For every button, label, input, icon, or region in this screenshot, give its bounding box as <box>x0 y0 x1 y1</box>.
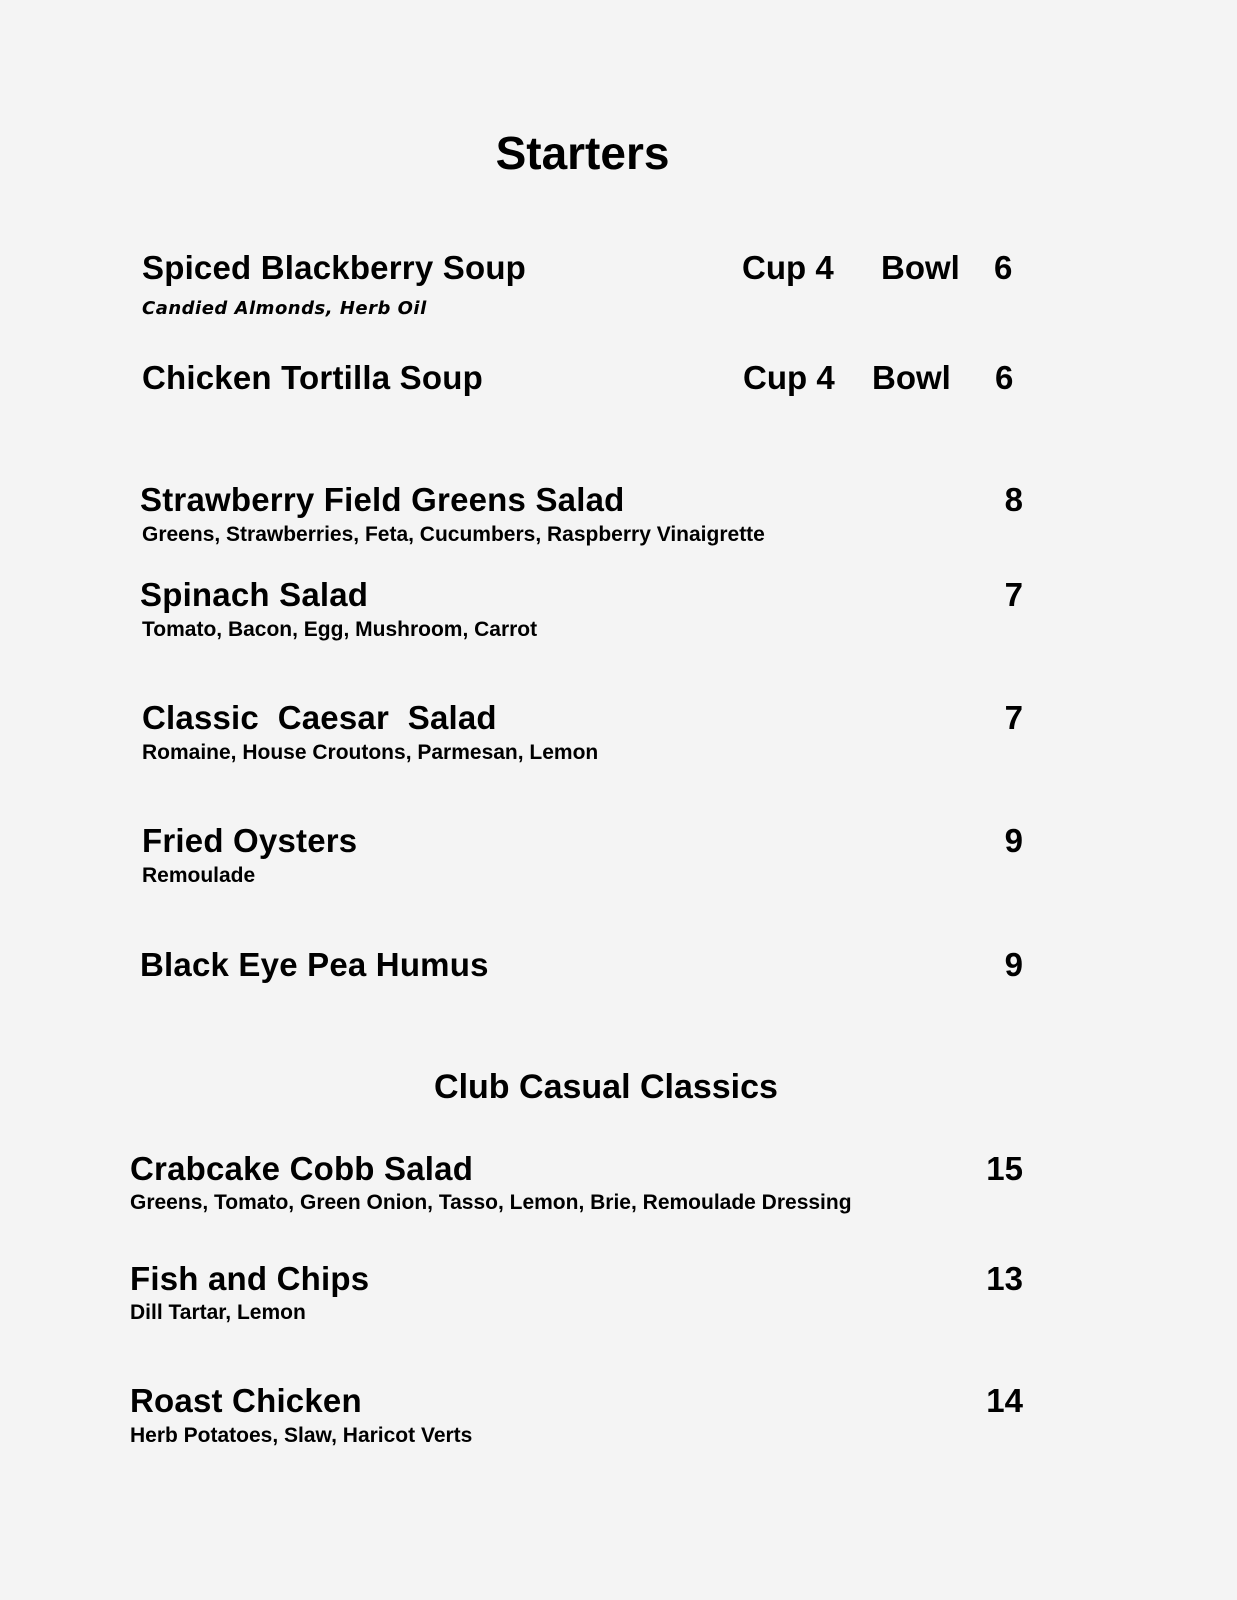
menu-item-name: Black Eye Pea Humus <box>140 946 489 983</box>
menu-item-price: 14 <box>986 1382 1023 1419</box>
menu-item-price: 7 <box>1004 699 1023 736</box>
menu-item-name: Classic Caesar Salad <box>142 699 497 736</box>
menu-item-name: Strawberry Field Greens Salad <box>140 481 625 518</box>
cup-price: Cup 4 <box>743 359 835 396</box>
menu-item-name: Crabcake Cobb Salad <box>130 1150 474 1187</box>
menu-item-price: 7 <box>1004 576 1023 613</box>
menu-item-price: 15 <box>986 1150 1023 1187</box>
menu-item-name: Fried Oysters <box>142 822 358 859</box>
menu-item-description: Remoulade <box>142 864 256 887</box>
menu-item-description: Romaine, House Croutons, Parmesan, Lemon <box>142 741 599 764</box>
menu-item-description: Herb Potatoes, Slaw, Haricot Verts <box>130 1424 473 1447</box>
menu-item-name: Spiced Blackberry Soup <box>142 249 527 286</box>
bowl-label: Bowl <box>881 249 960 286</box>
menu-item-name: Roast Chicken <box>130 1382 362 1419</box>
menu-item-price: 9 <box>1004 946 1023 983</box>
menu-item-price: 13 <box>986 1260 1023 1297</box>
menu-item-price: 9 <box>1004 822 1023 859</box>
menu-item-description: Dill Tartar, Lemon <box>130 1301 306 1324</box>
menu-item-name: Spinach Salad <box>140 576 369 613</box>
bowl-price: 6 <box>995 359 1014 396</box>
menu-item-name: Chicken Tortilla Soup <box>142 359 483 396</box>
cup-price: Cup 4 <box>742 249 834 286</box>
menu-item-name: Fish and Chips <box>130 1260 370 1297</box>
menu-item-description: Greens, Strawberries, Feta, Cucumbers, Raspberry Vinaigrette <box>142 523 765 546</box>
menu-item-price: 8 <box>1004 481 1023 518</box>
menu-item-description: Candied Almonds, Herb Oil <box>142 298 427 319</box>
bowl-label: Bowl <box>872 359 951 396</box>
menu-item-description: Tomato, Bacon, Egg, Mushroom, Carrot <box>142 618 538 641</box>
bowl-price: 6 <box>994 249 1013 286</box>
page-title: Starters <box>495 127 670 179</box>
section-title: Club Casual Classics <box>434 1068 778 1106</box>
menu-item-description: Greens, Tomato, Green Onion, Tasso, Lemon, Brie, Remoulade Dressing <box>130 1191 852 1214</box>
